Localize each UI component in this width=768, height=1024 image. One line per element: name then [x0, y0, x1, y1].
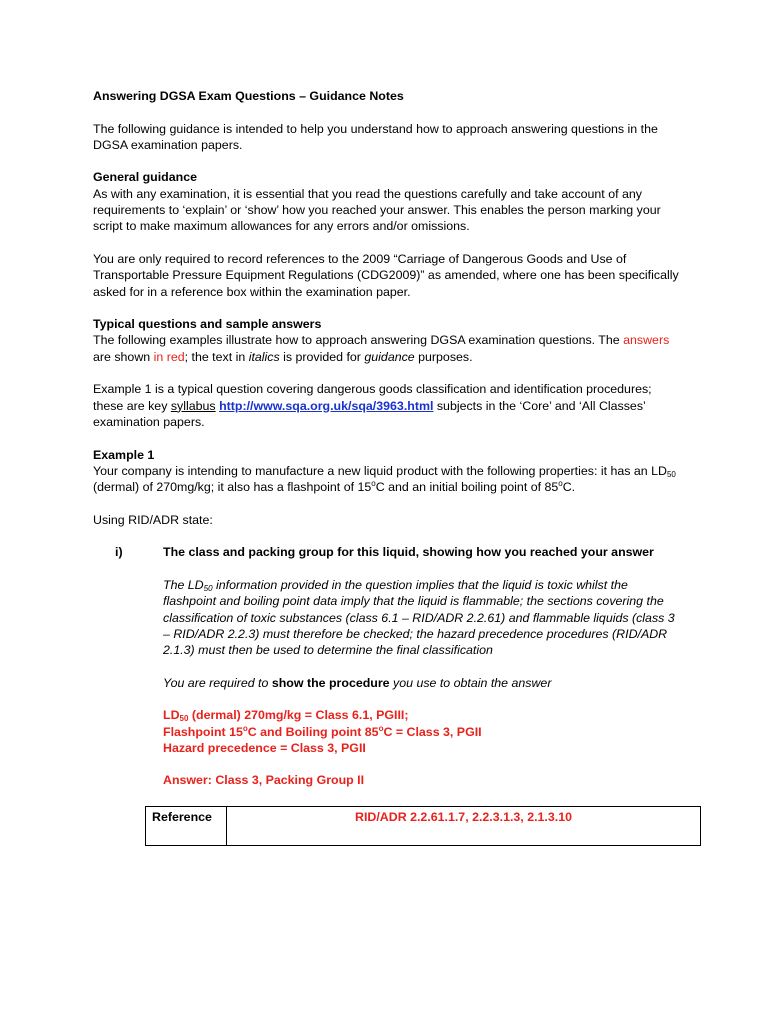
- answer-line-1: $LD_{50}$ (dermal) 270mg/kg = Class 6.1, PGIII;: [163, 708, 409, 724]
- syllabus-word: syllabus: [170, 398, 216, 413]
- typical-questions-paragraph: The following examples illustrate how to approach answering DGSA examination questions. The answers are shown in red; the text in italics is provided for guidance purposes.: [93, 333, 670, 364]
- intro-paragraph: The following guidance is intended to help you understand how to approach answering questions in the DGSA examination papers.: [93, 121, 658, 152]
- item-number: i): [115, 545, 123, 560]
- general-guidance-heading: General guidance: [93, 170, 197, 185]
- typical-questions-heading: Typical questions and sample answers: [93, 317, 322, 332]
- document-title: Answering DGSA Exam Questions – Guidance Notes: [93, 89, 404, 103]
- item-text: The class and packing group for this liquid, showing how you reached your answer: [163, 545, 654, 560]
- answer-line-2: Flashpoint 15$^o$C and Boiling point $85^oC$ = Class 3, PGII: [163, 723, 482, 739]
- guidance-paragraph: The $LD_{50}$ information provided in the question implies that the liquid is toxic whilst the flashpoint and boiling point data imply that the liquid is flammable; the sections covering the classification of toxic substances (class 6.1 – RID/ADR 2.2.61) and flammable liquids (class 3 – RID/ADR 2.2.3) must therefore be checked; the hazard precedence procedures (RID/ADR 2.1.3) must then be used to determine the final classification: [163, 577, 675, 658]
- general-guidance-paragraph: As with any examination, it is essential that you read the questions carefully and take account of any requirements to ‘explain’ or ‘show’ how you reached your answer. This enables the person marking your script to make maximum allowances for any errors and/or omissions.: [93, 186, 661, 234]
- references-paragraph: You are only required to record references to the 2009 “Carriage of Dangerous Goods and Use of Transportable Pressure Equipment Regulations (CDG2009)” as amended, where one has been specifically asked for in a reference box within the examination paper.: [93, 251, 679, 299]
- using-rid-adr-line: Using RID/ADR state:: [93, 512, 213, 527]
- syllabus-link[interactable]: http://www.sqa.org.uk/sqa/3963.html: [219, 398, 434, 413]
- example-intro-paragraph: Example 1 is a typical question covering dangerous goods classification and identification procedures; these are key syllabus http://www.sqa.org.uk/sqa/3963.html subjects in the ‘Core’ and ‘All Classes’ examination papers.: [93, 382, 652, 429]
- requirement-line: You are required to show the procedure you use to obtain the answer: [163, 675, 552, 690]
- reference-value: RID/ADR 2.2.61.1.7, 2.2.3.1.3, 2.1.3.10: [227, 807, 701, 846]
- in-red-text: in red: [153, 349, 185, 364]
- document-page: [93, 88, 683, 789]
- example-1-heading: Example 1: [93, 447, 155, 462]
- example-1-question: Your company is intending to manufacture a new liquid product with the following properties: it has an $LD_{50}$ (dermal) of 270mg/kg; it also has a flashpoint of 15$^o$C and an initial boiling point of 85$^o$C.: [93, 463, 676, 495]
- question-item-i: [115, 544, 683, 560]
- final-answer: Answer: Class 3, Packing Group II: [163, 773, 365, 788]
- reference-label: Reference: [146, 807, 227, 846]
- answer-line-3: Hazard precedence = Class 3, PGII: [163, 740, 366, 755]
- reference-box: [145, 806, 701, 846]
- answers-word: answers: [623, 333, 670, 348]
